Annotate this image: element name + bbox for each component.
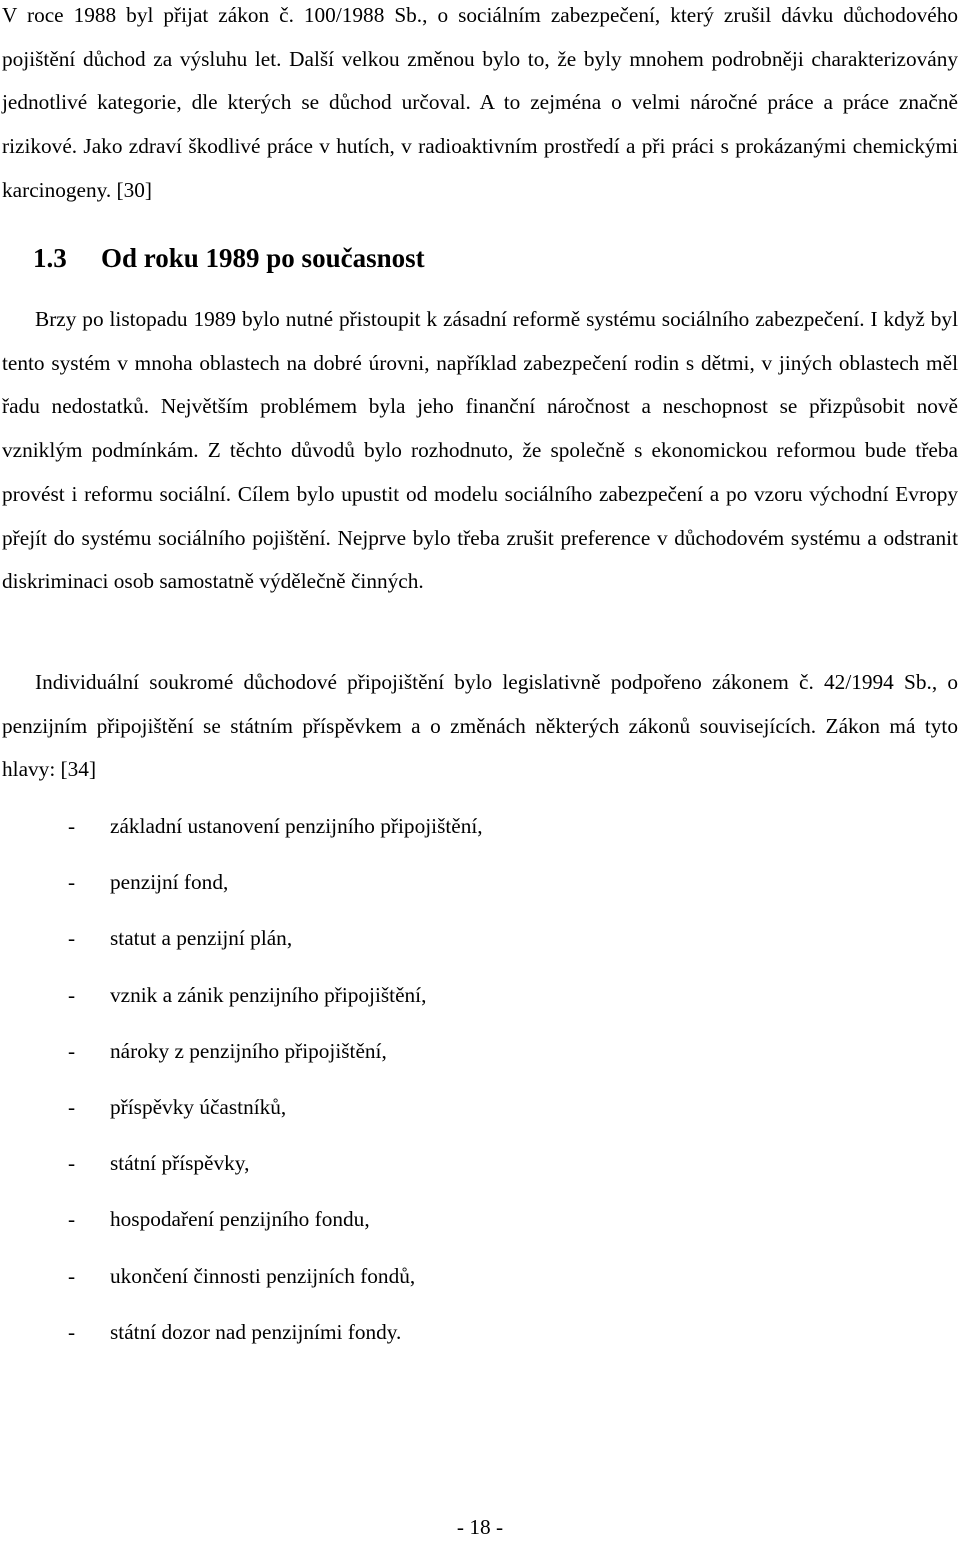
list-item-text: ukončení činnosti penzijních fondů, [110,1263,416,1288]
paragraph-2: Brzy po listopadu 1989 bylo nutné přistoupit k zásadní reformě systému sociálního zabezpečení. I když byl tento systém v mnoha oblastech na dobré úrovni, například zabezpečení rodin s dětmi, v jiných oblastech měl řadu nedostatků. Největším problémem byla jeho finanční náročnost a neschopnost se přizpůsobit nově vzniklým podmínkám. Z těchto důvodů bylo rozhodnuto, že společně s ekonomickou reformou bude třeba provést i reformu sociální. Cílem bylo upustit od modelu sociálního zabezpečení a po vzoru východní Evropy přejít do systému sociálního pojištění. Nejprve bylo třeba zrušit preference v důchodovém systému a odstranit diskriminaci osob samostatně výdělečně činných. [2,307,958,594]
list-item-text: nároky z penzijního připojištění, [110,1038,387,1063]
list-item [68,805,483,861]
list-item-text: hospodaření penzijního fondu, [110,1207,370,1232]
list-item-text: státní dozor nad penzijními fondy. [110,1319,402,1344]
section-heading [33,236,425,280]
list-dash: - [68,1038,76,1063]
list-dash: - [68,1151,76,1176]
chapters-list [68,805,483,1367]
page-number: - 18 - [456,1515,504,1539]
list-dash: - [68,926,76,951]
list-item [68,1030,483,1086]
list-item-text: statut a penzijní plán, [110,926,293,951]
list-item-text: vznik a zánik penzijního připojištění, [110,982,427,1007]
list-dash: - [68,870,76,895]
section-number: 1.3 [33,243,67,273]
list-dash: - [68,1207,76,1232]
list-item-text: základní ustanovení penzijního připojištění, [110,814,483,838]
paragraph-3: Individuální soukromé důchodové připojištění bylo legislativně podpořeno zákonem č. 42/1994 Sb., o penzijním připojištění se státním příspěvkem a o změnách některých zákonů souvisejících. Zákon má tyto hlavy: [34] [2,670,958,782]
list-dash: - [68,1263,76,1288]
list-item [68,1086,483,1142]
list-item [68,974,483,1030]
list-item [68,861,483,917]
list-item-text: penzijní fond, [110,870,229,895]
list-item [68,1255,483,1311]
list-dash: - [68,982,76,1007]
section-title: Od roku 1989 po současnost [101,243,425,273]
list-item-text: příspěvky účastníků, [110,1094,287,1119]
list-item [68,1198,483,1254]
list-item-text: státní příspěvky, [110,1151,250,1176]
list-item [68,917,483,973]
paragraph-1: V roce 1988 byl přijat zákon č. 100/1988 Sb., o sociálním zabezpečení, který zrušil dávku důchodového pojištění důchod za výsluhu let. Další velkou změnou bylo to, že byly mnohem podrobněji charakterizovány jednotlivé kategorie, dle kterých se důchod určoval. A to zejména o velmi náročné práce a práce značně rizikové. Jako zdraví škodlivé práce v hutích, v radioaktivním prostředí a při práci s prokázanými chemickými karcinogeny. [30] [2,3,958,202]
list-item [68,1311,483,1367]
list-item [68,1142,483,1198]
list-dash: - [68,1319,76,1344]
list-dash: - [68,1094,76,1119]
list-dash: - [68,814,76,838]
